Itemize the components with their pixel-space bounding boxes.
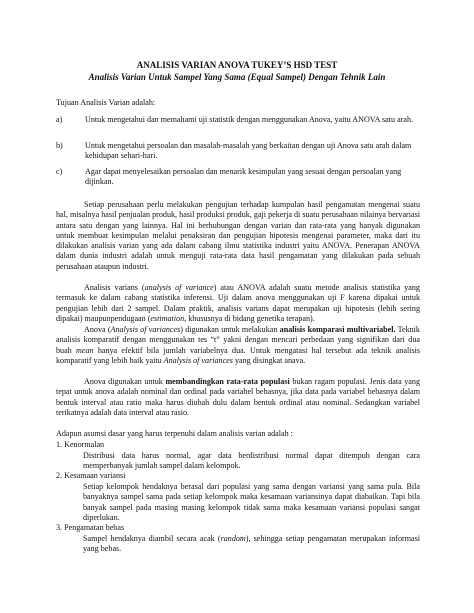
text-run: Anova digunakan untuk	[84, 377, 166, 386]
list-text: Untuk mengetahui dan memahami uji statistik dengan menggunakan Anova, yaitu ANOVA satu arah.	[85, 115, 414, 124]
list-marker: c)	[56, 167, 63, 176]
assumption-text: Setiap kelompok hendaknya berasal dari populasi yang sama dengan variansi yang sama pula. Bila banyaknya sampel sama pada setiap kelompok maka kesamaan variansinya dapat diabaikan. Tapi bila banyak sampel pada masing masing kelompok tidak sama maka kesamaan variansi populasi sangat diperlukan.	[83, 482, 420, 522]
text-run-italic: Analysis of variances	[163, 355, 233, 365]
paragraph-anova-usage	[56, 325, 420, 366]
document-title: ANALISIS VARIAN ANOVA TUKEY’S HSD TEST	[136, 60, 338, 70]
text-run: ), sehingga setiap pengamatan merupakan informasi yang bebas.	[83, 534, 421, 554]
text-run: yang disingkat anava.	[232, 355, 306, 365]
text-run: bukan ragam populasi. Jenis data yang tepat untuk anova adalah nominal dan ordinal pada variabel bebasnya, jika data pada variabel bebasnya dalam bentuk interval atau ratio maka harus diubah dulu dalam bentuk ordinal atau nominal. Sedangkan variabel terikatnya adalah data interval atau rasio.	[56, 377, 420, 417]
document-subtitle: Analisis Varian Untuk Sampel Yang Sama (Equal Sampel) Dengan Tehnik Lain	[88, 72, 386, 82]
goals-intro: Tujuan Analisis Varian adalah:	[56, 98, 156, 107]
text-run: Analisis varians (	[84, 283, 145, 292]
assumption-text: Distribusi data harus normal, agar data berdistribusi normal dapat ditempuh dengan cara memperbanyak jumlah sampel dalam kelompok.	[83, 451, 420, 471]
text-run: Sampel hendaknya diambil secara acak (	[83, 534, 221, 543]
text-run-italic: mean	[76, 345, 94, 355]
list-marker: a)	[56, 115, 63, 124]
text-run: hanya efektif bila jumlah variabelnya dua. Untuk mengatasi hal tersebut ada teknik analisis komparatif yang lebih baik yaitu	[56, 345, 420, 365]
assumption-label: 1. Kenormalan	[56, 440, 105, 449]
list-text: Agar dapat menyelesaikan persoalan dan menarik kesimpulan yang sesuai dengan persoalan yang dijinkan.	[85, 167, 402, 187]
text-run: Teknik analisis komparatif dengan menggunakan tes “t” yakni dengan mencari perbedaan yang signifikan dari dua buah	[56, 325, 420, 355]
list-text: Untuk mengetahui persoalan dan masalah-masalah yang berkaitan dengan uji Anova satu arah dalam kehidupan sehari-hari.	[85, 141, 412, 161]
paragraph-intro: Setiap perusahaan perlu melakukan pengujian terhadap kumpulan hasil pengamatan mengenai suatu hal, misalnya hasil penjualan produk, hasil produksi produk, gaji pekerja di suatu perusahaan nilainya bervariasi antara satu dengan yang lainnya. Hal ini berhubungan dengan varian dan rata-rata yang banyak digunakan untuk membuat kesimpulan melalui penaksiran dan pengujian hipotesis mengenai parameter, maka dari itu dilakukan analisis varian yang ada dalam cabang ilmu statistika industri yaitu ANOVA. Penerapan ANOVA dalam dunia industri adalah untuk menguji rata-rata data hasil pengamatan yang dilakukan pada sebuah perusahaan ataupun industri.	[56, 200, 420, 271]
text-run-italic: estimation	[150, 313, 185, 323]
assumptions-intro: Adapun asumsi dasar yang harus terpenuhi dalam analisis varian adalah :	[56, 429, 293, 438]
assumption-label: 2. Kesamaan variansi	[56, 471, 126, 480]
text-run-italic: analysis of variance	[144, 283, 214, 292]
paragraph-anova-definition	[56, 283, 420, 324]
text-run-bold: membandingkan rata-rata populasi	[165, 377, 290, 386]
text-run: , khususnya di bidang genetika terapan).	[184, 313, 315, 323]
list-marker: b)	[56, 141, 63, 150]
text-run-italic: Analysis of variances	[110, 325, 181, 334]
text-run: Anova (	[84, 325, 111, 334]
assumption-label: 3. Pengamatan bebas	[56, 523, 125, 532]
paragraph-anova-data	[56, 377, 420, 418]
text-run-bold: analisis komparasi multivariabel.	[279, 325, 396, 334]
text-run: ) atau ANOVA adalah suatu metode analisis statistika yang termasuk ke dalam cabang statistika inferensi. Uji dalam anova menggunakan uji F karena dipakai untuk pengujian lebih dari 2 sampel. Dalam praktik, analisis varians dapat merupakan uji hipotesis (lebih sering dipakai) maupunpendugaan (	[56, 283, 420, 323]
text-run: ) digunakan untuk melakukan	[180, 325, 280, 334]
assumption-text	[83, 534, 420, 555]
text-run-italic: random	[220, 534, 246, 543]
